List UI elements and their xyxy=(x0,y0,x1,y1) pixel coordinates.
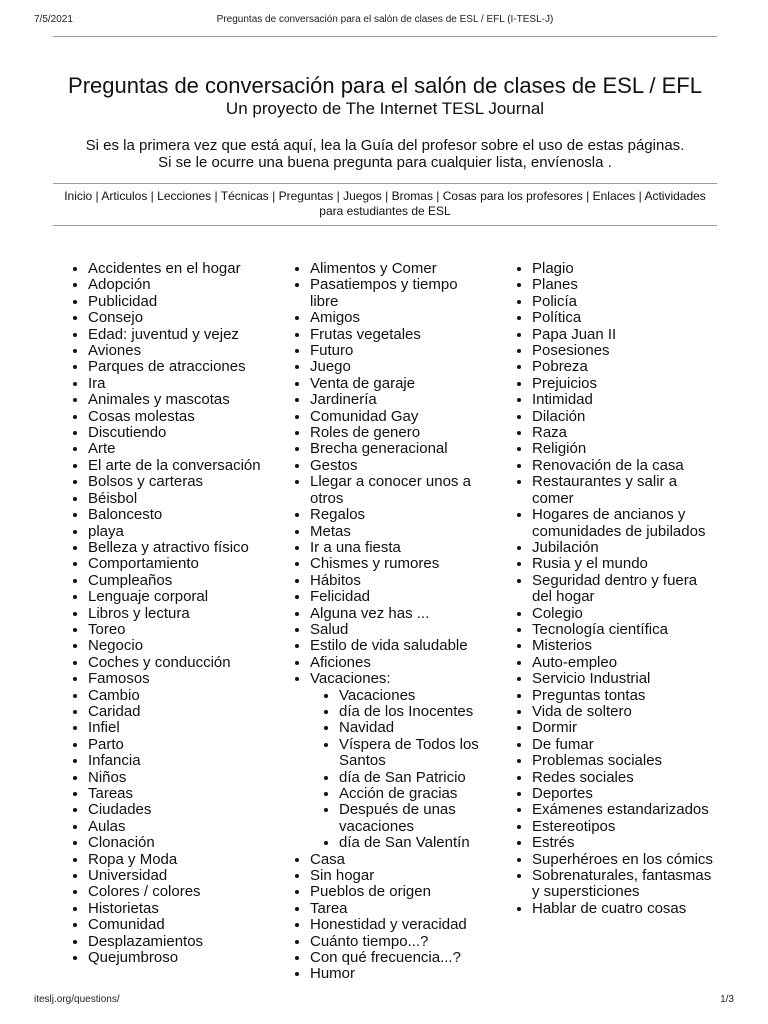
page-title: Preguntas de conversación para el salón de clases de ESL / EFL xyxy=(68,73,702,98)
topic-link[interactable]: • Aficiones xyxy=(310,655,489,671)
topic-link[interactable]: • Tecnología científica xyxy=(532,622,717,638)
nav-link[interactable]: Técnicas xyxy=(220,189,269,203)
topic-link[interactable]: • Accidentes en el hogar xyxy=(88,261,267,277)
topic-link[interactable]: • Superhéroes en los cómics xyxy=(532,852,717,868)
topic-link[interactable]: • Dormir xyxy=(532,720,717,736)
topic-sub-link[interactable]: • Navidad xyxy=(339,720,489,736)
topic-link[interactable]: • Vida de soltero xyxy=(532,704,717,720)
intro-text xyxy=(53,137,717,171)
topic-link[interactable]: • Infiel xyxy=(88,720,267,736)
topic-link[interactable]: • Famosos xyxy=(88,671,267,687)
topic-link[interactable]: • Ciudades xyxy=(88,802,267,818)
nav-separator: | xyxy=(381,189,392,203)
topic-link[interactable]: • Sin hogar xyxy=(310,868,489,884)
topic-link[interactable]: • Juego xyxy=(310,359,489,375)
nav-separator: | xyxy=(582,189,593,203)
topic-sub-link[interactable]: • Después de unas vacaciones xyxy=(339,802,489,835)
page-content xyxy=(53,36,717,983)
print-title: Preguntas de conversación para el salón de clases de ESL / EFL (I-TESL-J) xyxy=(216,14,554,25)
topic-link[interactable]: • Amigos xyxy=(310,310,489,326)
topic-link[interactable]: • Adopción xyxy=(88,277,267,293)
topic-link[interactable]: • Servicio Industrial xyxy=(532,671,717,687)
topic-link[interactable]: • Arte xyxy=(88,441,267,457)
topic-link[interactable]: • Estrés xyxy=(532,835,717,851)
nav-link[interactable]: Articulos xyxy=(101,189,148,203)
topic-link[interactable]: • Chismes y rumores xyxy=(310,556,489,572)
topic-link[interactable]: • playa xyxy=(88,524,267,540)
print-url: iteslj.org/questions/ xyxy=(34,994,120,1005)
topic-link[interactable]: • Ira xyxy=(88,376,267,392)
topic-link[interactable]: • Posesiones xyxy=(532,343,717,359)
nav-link[interactable]: Bromas xyxy=(391,189,433,203)
topic-link[interactable]: • De fumar xyxy=(532,737,717,753)
topic-link[interactable]: • Redes sociales xyxy=(532,770,717,786)
topic-link[interactable]: • Plagio xyxy=(532,261,717,277)
nav-separator: | xyxy=(147,189,158,203)
topic-link[interactable]: • Pobreza xyxy=(532,359,717,375)
topic-group-vacaciones xyxy=(310,671,489,851)
topic-link[interactable]: • Aviones xyxy=(88,343,267,359)
topic-sub-link[interactable]: • Víspera de Todos los Santos xyxy=(339,737,489,770)
topic-link[interactable]: • Baloncesto xyxy=(88,507,267,523)
topic-link[interactable]: • Brecha generacional xyxy=(310,441,489,457)
topic-link[interactable]: • Alimentos y Comer xyxy=(310,261,489,277)
topic-link[interactable]: • Estilo de vida saludable xyxy=(310,638,489,654)
topic-link[interactable]: • Raza xyxy=(532,425,717,441)
topic-link[interactable]: • Jubilación xyxy=(532,540,717,556)
print-header xyxy=(34,14,736,28)
topic-link[interactable]: • Publicidad xyxy=(88,294,267,310)
topic-link[interactable]: • Edad: juventud y vejez xyxy=(88,327,267,343)
topic-link[interactable]: • Problemas sociales xyxy=(532,753,717,769)
topic-link[interactable]: • Hogares de ancianos y comunidades de jubilados xyxy=(532,507,717,540)
topic-link[interactable]: • Toreo xyxy=(88,622,267,638)
topic-sub-link[interactable]: • día de San Patricio xyxy=(339,770,489,786)
topic-link[interactable]: • Futuro xyxy=(310,343,489,359)
nav-divider-bottom xyxy=(53,225,717,226)
topic-link[interactable]: • Cuánto tiempo...? xyxy=(310,934,489,950)
topic-sub-link[interactable]: • día de San Valentín xyxy=(339,835,489,851)
topic-link[interactable]: • Tareas xyxy=(88,786,267,802)
topic-link[interactable]: • Libros y lectura xyxy=(88,606,267,622)
topic-link[interactable]: • Auto-empleo xyxy=(532,655,717,671)
topic-link[interactable]: • Humor xyxy=(310,966,489,982)
topic-link[interactable]: • Comportamiento xyxy=(88,556,267,572)
topic-link[interactable]: • Política xyxy=(532,310,717,326)
topic-link[interactable]: • Ir a una fiesta xyxy=(310,540,489,556)
topic-link[interactable]: • Caridad xyxy=(88,704,267,720)
topic-link[interactable]: • Hablar de cuatro cosas xyxy=(532,901,717,917)
nav-link[interactable]: Enlaces xyxy=(592,189,636,203)
topic-link[interactable]: • Sobrenaturales, fantasmas y supersticiones xyxy=(532,868,717,901)
topic-link[interactable]: • Quejumbroso xyxy=(88,950,267,966)
nav-separator: | xyxy=(92,189,102,203)
topic-link[interactable]: • Negocio xyxy=(88,638,267,654)
topic-list-1 xyxy=(53,261,267,966)
topic-link[interactable]: • Cosas molestas xyxy=(88,409,267,425)
topic-link[interactable]: • Jardinería xyxy=(310,392,489,408)
topic-link[interactable]: • Parques de atracciones xyxy=(88,359,267,375)
topic-link[interactable]: • Llegar a conocer unos a otros xyxy=(310,474,489,507)
topic-link[interactable]: • Casa xyxy=(310,852,489,868)
topic-link[interactable]: • Cambio xyxy=(88,688,267,704)
topic-link[interactable]: • Coches y conducción xyxy=(88,655,267,671)
nav-link[interactable]: Juegos xyxy=(343,189,382,203)
topic-list-2 xyxy=(275,261,489,983)
topic-link[interactable]: • Planes xyxy=(532,277,717,293)
nav-separator: | xyxy=(333,189,344,203)
topic-link[interactable]: • Alguna vez has ... xyxy=(310,606,489,622)
topic-link[interactable]: • Roles de genero xyxy=(310,425,489,441)
topic-column-2 xyxy=(275,261,489,983)
topic-link[interactable]: • Seguridad dentro y fuera del hogar xyxy=(532,573,717,606)
topic-link[interactable]: • Historietas xyxy=(88,901,267,917)
topic-link[interactable]: • Lenguaje corporal xyxy=(88,589,267,605)
topic-link[interactable]: • Estereotipos xyxy=(532,819,717,835)
topic-link[interactable]: • Misterios xyxy=(532,638,717,654)
nav-link[interactable]: Actividades para estudiantes de ESL xyxy=(319,189,706,218)
topic-link[interactable]: • Clonación xyxy=(88,835,267,851)
nav-separator: | xyxy=(432,189,443,203)
topic-link[interactable]: • Desplazamientos xyxy=(88,934,267,950)
topic-link[interactable]: • El arte de la conversación xyxy=(88,458,267,474)
topic-link[interactable]: • Pasatiempos y tiempo libre xyxy=(310,277,489,310)
topic-group-label: Vacaciones: xyxy=(310,670,391,688)
topic-link[interactable]: • Tarea xyxy=(310,901,489,917)
topic-link[interactable]: • Gestos xyxy=(310,458,489,474)
topic-link[interactable]: • Intimidad xyxy=(532,392,717,408)
topic-link[interactable]: • Preguntas tontas xyxy=(532,688,717,704)
topic-link[interactable]: • Parto xyxy=(88,737,267,753)
topic-link[interactable]: • Colores / colores xyxy=(88,884,267,900)
topic-link[interactable]: • Venta de garaje xyxy=(310,376,489,392)
topic-link[interactable]: • Ropa y Moda xyxy=(88,852,267,868)
topic-column-1 xyxy=(53,261,267,966)
topic-link[interactable]: • Felicidad xyxy=(310,589,489,605)
topic-link[interactable]: • Religión xyxy=(532,441,717,457)
topic-link[interactable]: • Pueblos de origen xyxy=(310,884,489,900)
nav-link[interactable]: Lecciones xyxy=(157,189,212,203)
topic-link[interactable]: • Aulas xyxy=(88,819,267,835)
topic-link[interactable]: • Frutas vegetales xyxy=(310,327,489,343)
topic-link[interactable]: • Metas xyxy=(310,524,489,540)
topic-link[interactable]: • Papa Juan II xyxy=(532,327,717,343)
topic-link[interactable]: • Consejo xyxy=(88,310,267,326)
print-page-number: 1/3 xyxy=(720,994,734,1005)
nav-separator: | xyxy=(635,189,645,203)
nav-link[interactable]: Preguntas xyxy=(278,189,334,203)
topic-link[interactable]: • Prejuicios xyxy=(532,376,717,392)
topic-link[interactable]: • Rusia y el mundo xyxy=(532,556,717,572)
topic-link[interactable]: • Policía xyxy=(532,294,717,310)
topic-sublist xyxy=(310,688,489,852)
topic-link[interactable]: • Colegio xyxy=(532,606,717,622)
topic-link[interactable]: • Hábitos xyxy=(310,573,489,589)
topic-link[interactable]: • Comunidad Gay xyxy=(310,409,489,425)
nav-separator: | xyxy=(211,189,221,203)
nav-link[interactable]: Inicio xyxy=(64,189,93,203)
main-navigation xyxy=(53,184,717,225)
topic-link[interactable]: • Cumpleaños xyxy=(88,573,267,589)
page-subtitle: Un proyecto de The Internet TESL Journal xyxy=(225,99,545,118)
topic-link[interactable]: • Regalos xyxy=(310,507,489,523)
topic-sub-link[interactable]: • día de los Inocentes xyxy=(339,704,489,720)
topic-link[interactable]: • Bolsos y carteras xyxy=(88,474,267,490)
topic-list-3 xyxy=(497,261,717,917)
topic-link[interactable]: • Salud xyxy=(310,622,489,638)
topic-link[interactable]: • Dilación xyxy=(532,409,717,425)
topic-link[interactable]: • Discutiendo xyxy=(88,425,267,441)
print-date: 7/5/2021 xyxy=(34,14,73,25)
topic-link[interactable]: • Universidad xyxy=(88,868,267,884)
topic-link[interactable]: • Deportes xyxy=(532,786,717,802)
topic-link[interactable]: • Béisbol xyxy=(88,491,267,507)
topic-sub-link[interactable]: • Vacaciones xyxy=(339,688,489,704)
topic-link[interactable]: • Belleza y atractivo físico xyxy=(88,540,267,556)
topic-link[interactable]: • Honestidad y veracidad xyxy=(310,917,489,933)
topic-link[interactable]: • Con qué frecuencia...? xyxy=(310,950,489,966)
topic-link[interactable]: • Niños xyxy=(88,770,267,786)
topic-column-3 xyxy=(497,261,717,917)
topic-link[interactable]: • Comunidad xyxy=(88,917,267,933)
topic-link[interactable]: • Infancia xyxy=(88,753,267,769)
nav-separator: | xyxy=(268,189,279,203)
intro-line-1: Si es la primera vez que está aquí, lea la Guía del profesor sobre el uso de estas páginas. xyxy=(85,137,685,154)
nav-link[interactable]: Cosas para los profesores xyxy=(442,189,583,203)
topic-link[interactable]: • Restaurantes y salir a comer xyxy=(532,474,717,507)
topic-link[interactable]: • Renovación de la casa xyxy=(532,458,717,474)
topic-link[interactable]: • Exámenes estandarizados xyxy=(532,802,717,818)
intro-line-2: Si se le ocurre una buena pregunta para cualquier lista, envíenosla . xyxy=(158,154,612,171)
topic-sub-link[interactable]: • Acción de gracias xyxy=(339,786,489,802)
topic-link[interactable]: • Animales y mascotas xyxy=(88,392,267,408)
